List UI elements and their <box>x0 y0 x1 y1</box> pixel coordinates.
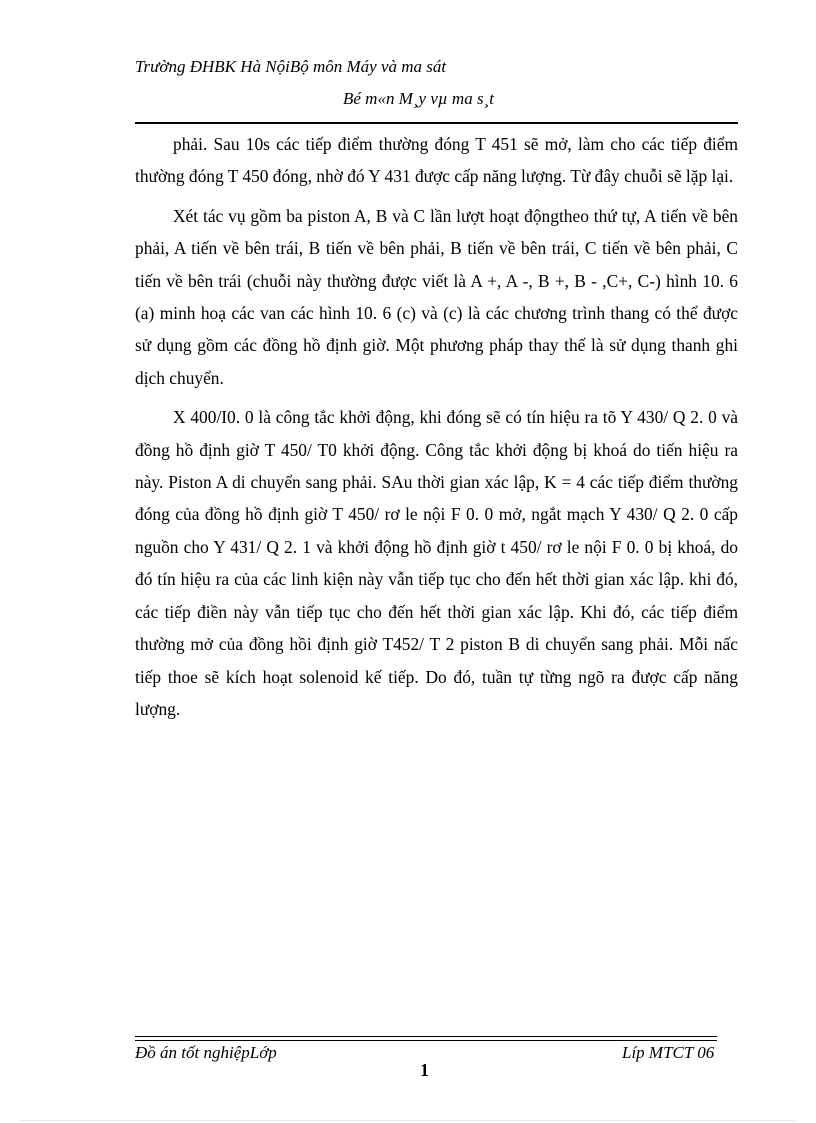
document-body <box>135 128 738 732</box>
paragraph-2: Xét tác vụ gồm ba piston A, B và C lần lượt hoạt độngtheo thứ tự, A tiến về bên phải, A tiến về bên trái, B tiến về bên phải, B tiến về bên trái, C tiến về bên phải, C tiến về bên trái (chuỗi này thường được viết là A +, A -, B +, B - ,C+, C-) hình 10. 6 (a) minh hoạ các van các hình 10. 6 (c) và (c) là các chương trình thang có thể được sử dụng gồm các đồng hồ định giờ. Một phương pháp thay thế là sử dụng thanh ghi dịch chuyển. <box>135 205 738 388</box>
page-number: 1 <box>420 1060 429 1080</box>
header-department-title: Bé m«n M¸y vµ ma s¸t <box>343 89 494 108</box>
footer-divider-bottom <box>135 1040 717 1041</box>
header-divider <box>135 122 738 124</box>
footer-class-label: Líp MTCT 06 <box>622 1043 715 1062</box>
footer-project-label: Đồ án tốt nghiệpLớp <box>135 1043 277 1062</box>
footer-divider-top <box>135 1036 717 1037</box>
page-edge-dotted-line <box>20 1120 796 1121</box>
paragraph-1: phải. Sau 10s các tiếp điểm thường đóng T 451 sẽ mở, làm cho các tiếp điểm thường đóng T 450 đóng, nhờ đó Y 431 được cấp năng lượng. Từ đây chuỗi sẽ lặp lại. <box>135 134 738 187</box>
paragraph-3: X 400/I0. 0 là công tắc khởi động, khi đóng sẽ có tín hiệu ra tõ Y 430/ Q 2. 0 và đồng hồ định giờ T 450/ T0 khởi động. Công tắc khởi động bị khoá do tiến hiệu ra này. Piston A di chuyển sang phải. SAu thời gian xác lập, K = 4 các tiếp điểm thường đóng của đồng hồ định giờ T 450/ rơ le nội F 0. 0 mở, ngắt mạch Y 430/ Q 2. 0 cấp nguồn cho Y 431/ Q 2. 1 và khởi động hồ định giờ t 450/ rơ le nội F 0. 0 bị khoá, do đó tín hiệu ra của các linh kiện này vẫn tiếp tục cho đến hết thời gian xác lập. khi đó, các tiếp điền này vẫn tiếp tục cho đến hết thời gian xác lập. Khi đó, các tiếp điểm thường mở của đồng hồi định giờ T452/ T 2 piston B di chuyển sang phải. Mỗi nấc tiếp thoe sẽ kích hoạt solenoid kế tiếp. Do đó, tuần tự từng ngõ ra được cấp năng lượng. <box>135 407 738 719</box>
header-school-title: Trường ĐHBK Hà NộiBộ môn Máy và ma sát <box>135 57 447 76</box>
